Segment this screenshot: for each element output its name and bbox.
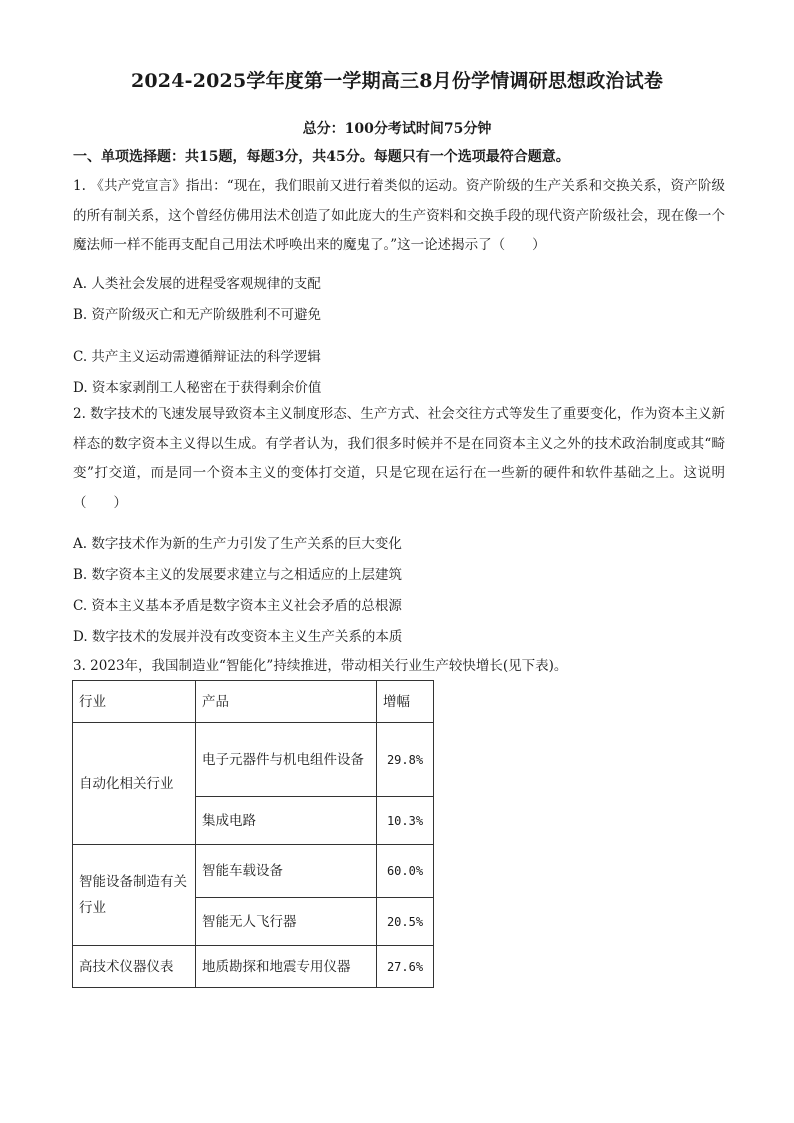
table-header-cell: 增幅 [377,681,434,723]
question-1-option-c: C. 共产主义运动需遵循辩证法的科学逻辑 [73,349,321,365]
product-cell: 电子元器件与机电组件设备 [196,723,377,797]
table-row [73,946,434,988]
growth-cell: 29.8% [377,723,434,797]
question-2-option-a: A. 数字技术作为新的生产力引发了生产关系的巨大变化 [73,536,402,552]
growth-table [72,680,434,988]
exam-subtitle: 总分：100分考试时间75分钟 [302,121,492,137]
question-2-option-d: D. 数字技术的发展并没有改变资本主义生产关系的本质 [73,629,403,645]
table-header-row [73,681,434,723]
question-2-stem: 2. 数字技术的飞速发展导致资本主义制度形态、生产方式、社会交往方式等发生了重要变化，作为资本主义新样态的数字资本主义得以生成。有学者认为，我们很多时候并不是在同资本主义之外的技术政治制度或其“畸变”打交道，而是同一个资本主义的变体打交道，只是它现在运行在一些新的硬件和软件基础之上。这说明（ ） [73,406,725,511]
question-1-option-a: A. 人类社会发展的进程受客观规律的支配 [73,276,321,292]
product-cell: 集成电路 [196,797,377,845]
table-row [73,723,434,797]
table-header-cell: 产品 [196,681,377,723]
question-1-option-d: D. 资本家剥削工人秘密在于获得剩余价值 [73,380,322,396]
growth-cell: 10.3% [377,797,434,845]
question-2-option-b: B. 数字资本主义的发展要求建立与之相适应的上层建筑 [73,567,403,583]
product-cell: 智能车载设备 [196,845,377,898]
section-heading: 一、单项选择题：共15题，每题3分，共45分。每题只有一个选项最符合题意。 [73,149,570,165]
exam-title: 2024-2025学年度第一学期高三8月份学情调研思想政治试卷 [130,70,664,92]
product-cell: 智能无人飞行器 [196,898,377,946]
growth-cell: 60.0% [377,845,434,898]
product-cell: 地质勘探和地震专用仪器 [196,946,377,988]
question-1-stem: 1. 《共产党宣言》指出：“现在，我们眼前又进行着类似的运动。资产阶级的生产关系和交换关系，资产阶级的所有制关系，这个曾经仿佛用法术创造了如此庞大的生产资料和交换手段的现代资产阶级社会，现在像一个魔法师一样不能再支配自己用法术呼唤出来的魔鬼了。”这一论述揭示了（ ） [73,178,725,253]
question-1-option-b: B. 资产阶级灭亡和无产阶级胜利不可避免 [73,307,322,323]
industry-cell: 高技术仪器仪表 [73,946,196,988]
question-3-stem: 3. 2023年，我国制造业“智能化”持续推进，带动相关行业生产较快增长(见下表)。 [73,658,568,674]
growth-cell: 20.5% [377,898,434,946]
table-header-cell: 行业 [73,681,196,723]
question-2-option-c: C. 资本主义基本矛盾是数字资本主义社会矛盾的总根源 [73,598,402,614]
table-row [73,845,434,898]
industry-cell: 智能设备制造有关行业 [73,845,196,946]
growth-cell: 27.6% [377,946,434,988]
industry-cell: 自动化相关行业 [73,723,196,845]
